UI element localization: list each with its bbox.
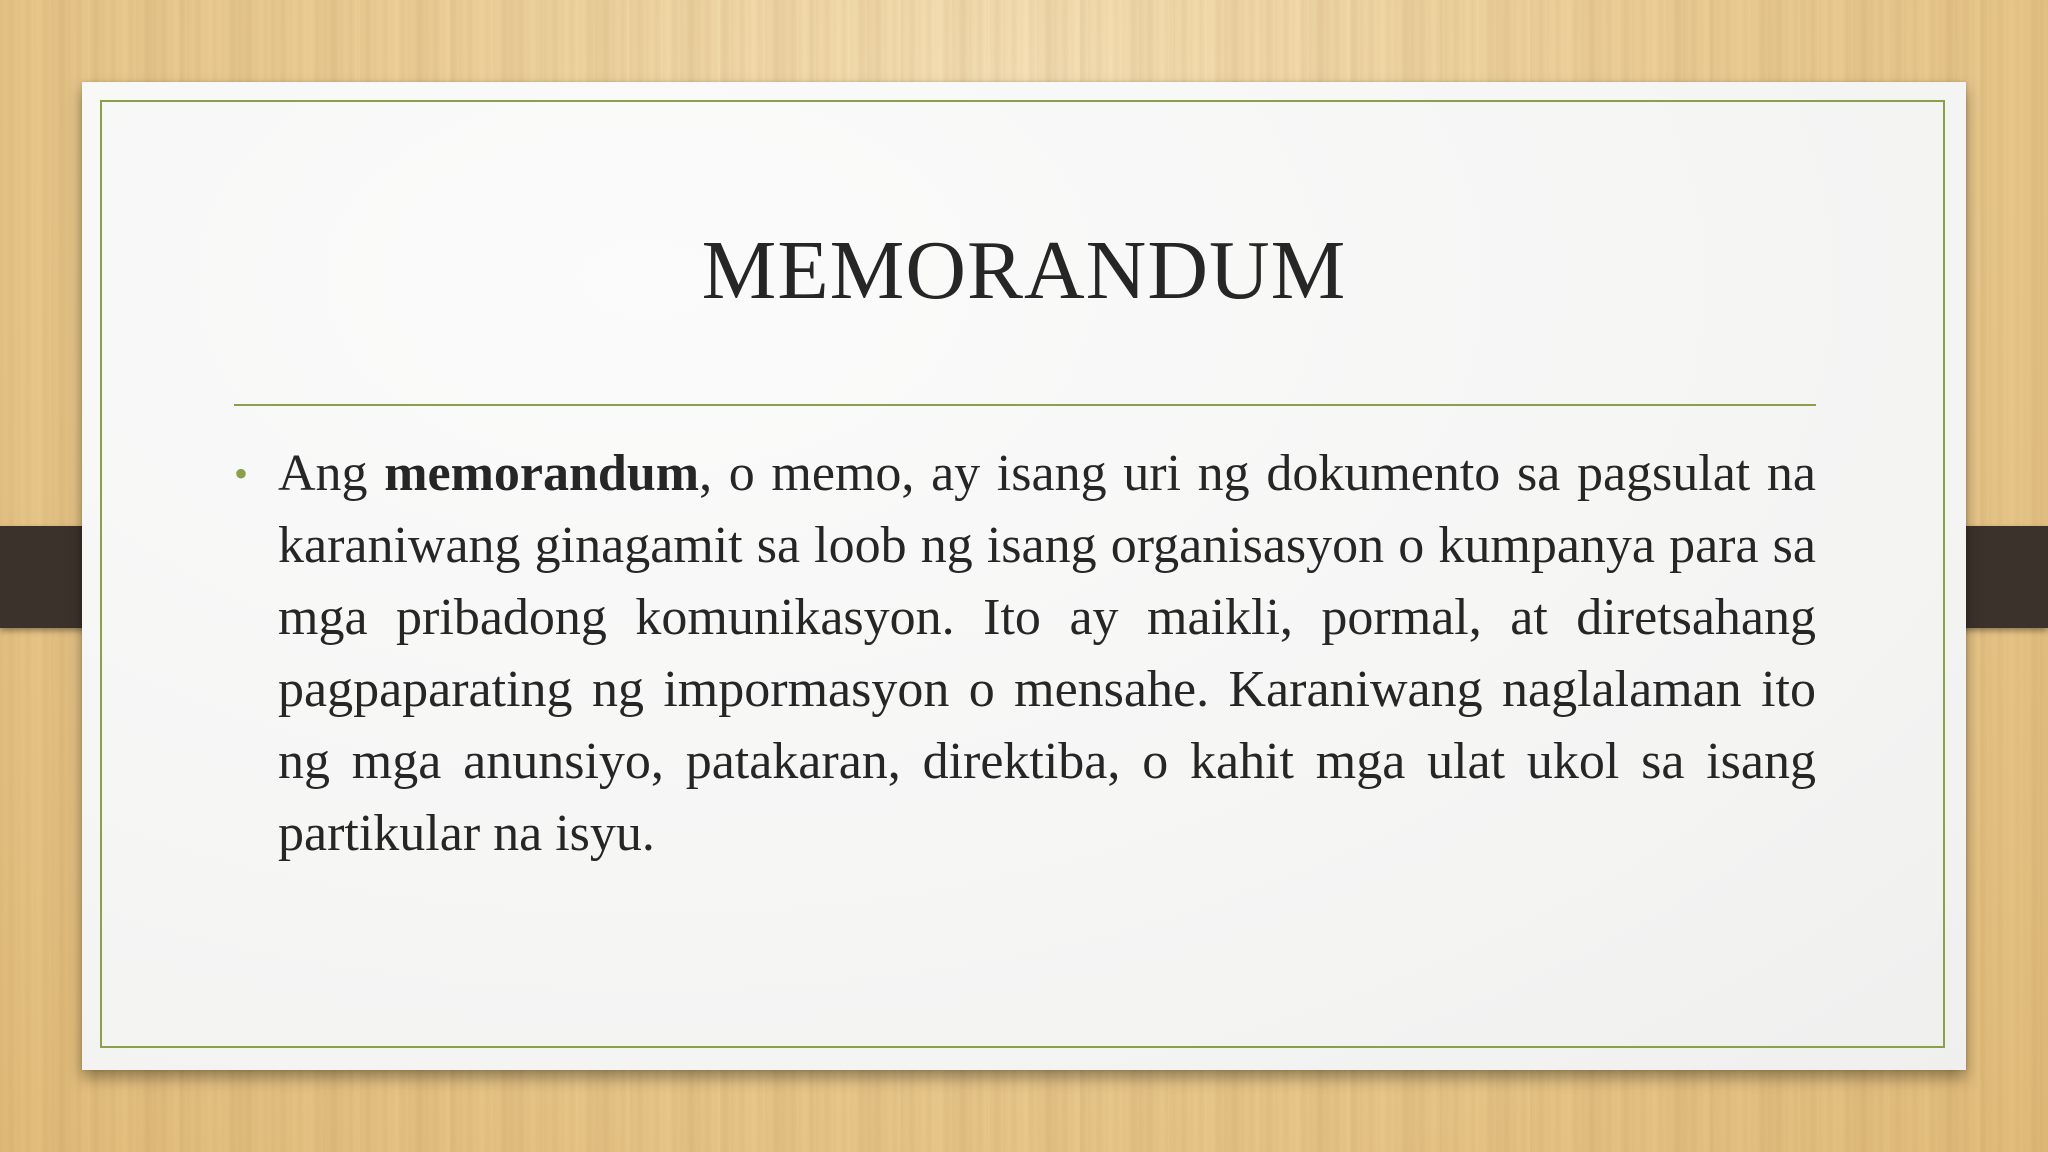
slide-title: MEMORANDUM xyxy=(701,224,1347,317)
bullet-bold-term: memorandum xyxy=(384,445,700,502)
bullet-item xyxy=(234,438,1816,870)
title-divider xyxy=(234,404,1816,406)
bullet-lead-text: Ang xyxy=(278,445,385,502)
slide-body xyxy=(234,438,1816,870)
bullet-text xyxy=(278,438,1816,870)
slide-card xyxy=(82,82,1966,1070)
bullet-rest-text: , o memo, ay isang uri ng dokumento sa pagsulat na karaniwang ginagamit sa loob ng isang organisasyon o kumpanya para sa mga pribadong komunikasyon. Ito ay maikli, pormal, at diretsahang pagpaparating ng impormasyon o mensahe. Karaniwang naglalaman ito ng mga anunsiyo, patakaran, direktiba, o kahit mga ulat ukol sa isang partikular na isyu. xyxy=(278,445,1816,862)
bullet-dot-icon: • xyxy=(234,451,249,496)
